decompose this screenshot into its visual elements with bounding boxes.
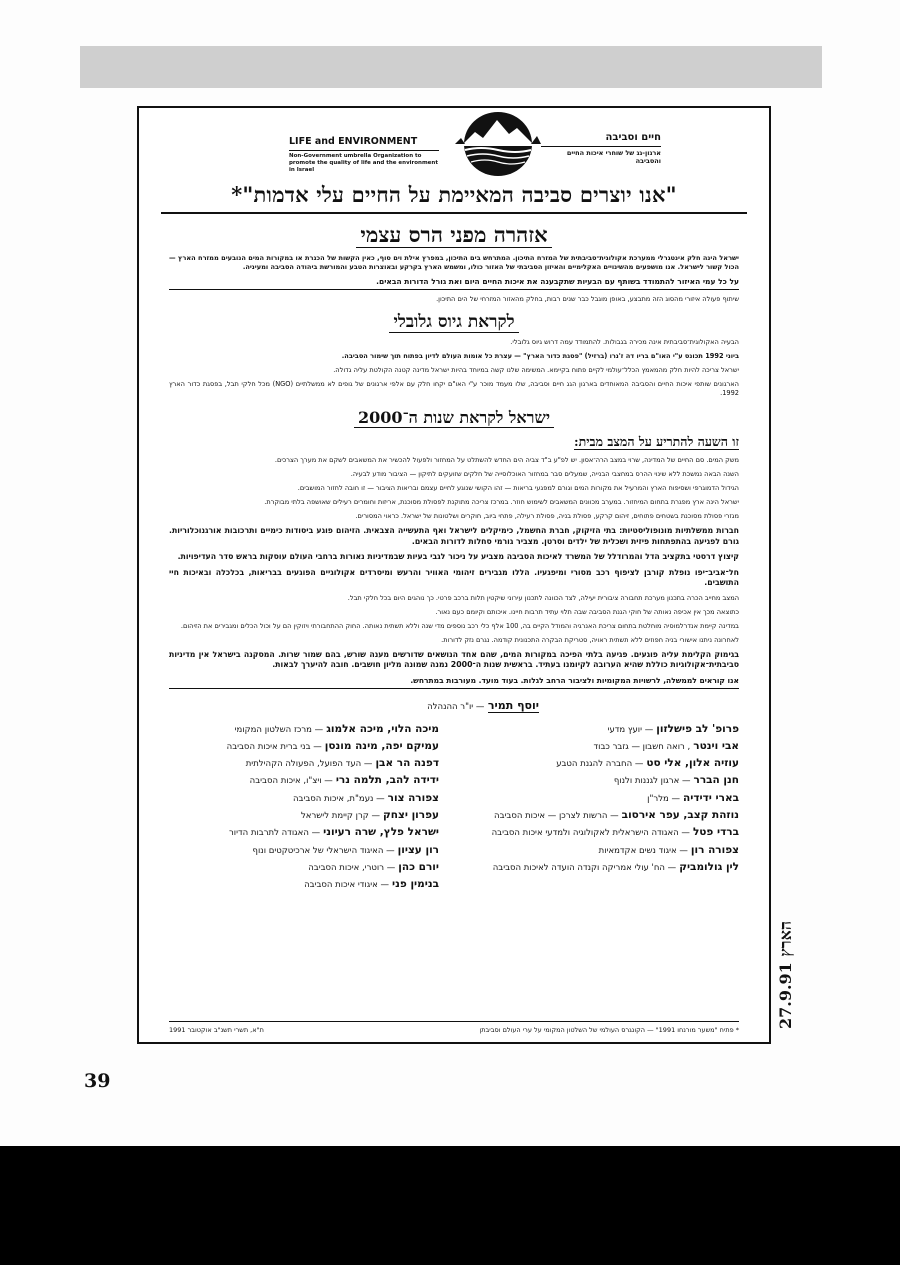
section3-title	[169, 408, 739, 428]
signatories-right-column	[492, 721, 739, 877]
newspaper-date-stamp: הארץ 27.9.91	[776, 920, 795, 1030]
section2-paragraph-2: ביוני 1992 תכונס ע"י האו"ם בריו דה ז'נרו (ברזיל) "פסגת כדור הארץ" — עצרת כל אומות העולם לדיון בפתוח תוך שימור הסביבה.	[341, 352, 739, 360]
section1-paragraph-2: על כל עמי האיזור להתמודד בשותף עם הבעיות שתקבענה את איכות החיים היום ואת גורל הדורות הבאים.	[169, 277, 739, 290]
signatory: ישראל פלץ, שרה רעיוני — האגודה לתרבות הדיור	[228, 826, 439, 839]
section1-title	[169, 222, 739, 248]
scan-header-band	[80, 46, 822, 88]
section1-title-text: אזהרה מפני הרס עצמי	[356, 222, 551, 248]
signatory: עפרון יצחק — קרן קיימת לישראל	[300, 808, 439, 821]
section3-item: קיצוץ דרסטי בתקציב הדל והמרודלל של המשרד לאיכות הסביבה מצביע על ניכור לגבי בעיות שבמדיניות נאורות ברחבי העולם עוסקות בראש סדר העדיפויות.	[177, 552, 739, 561]
mountains-sun-logo-icon	[455, 110, 541, 178]
section3-item: השנה הבאה נמשכת ללא שינוי ההרס במחצבי הבנייה, שמעלים סבר במחזור האוכלוסייה של חלקים שזועקים לתיקון — הציבור מודע לבעיה.	[350, 470, 739, 478]
signatories-left-column	[227, 721, 439, 894]
signatory: נוזהת קצב, עפר אירסוב — הרשות לצרכן — איכות הסביבה	[494, 808, 739, 821]
section3-title-text: ישראל לקראת שנות ה־2000	[354, 408, 554, 428]
section3-item: הגידול הדמוגרפי ושסיפוח הארץ והמרעיל את מקורות המים וגורם למפגעי בריאות — זהו הקושי שנוגע לחיים עצמם ובריאות הציבור — זו חובה לחזור המושבים.	[297, 484, 739, 492]
signatory: מיכה הלוי, מיכה אלמוג — מרכז השלטון המקומי	[234, 722, 439, 735]
advertisement-page	[137, 106, 771, 1044]
signatory: צפורה צור — נעמ"ת, איכות הסביבה	[292, 791, 439, 804]
section1-paragraph-3: שיתוף פעולה איזורי מהסוג הזה מתבצע, באופן מוגבל כבר שנים רבות, בחלק מהאזור המזרחי של הים התיכון.	[436, 295, 739, 303]
section3-subtitle-text: זו השעה להתריע על המצב מבית:	[574, 434, 739, 449]
footnote: * פתיח "משער מורנחו 1991" — הקונגרס העולמי של השלטון המקומי על ערי העולם וסביבתן	[479, 1026, 739, 1034]
section2-paragraph-4: הארגונים שותפי איכות החיים והסביבה המאוחדים בארגון הגג חיים וסביבה, שלו מעמד מוכר ע"י האו"ם יקחו חלק עם אלפי ארגונים של גופים לא ממשלתיים (NGO) מכל חלקי תבל, בפסגת כדור הארץ 1992.	[169, 380, 739, 397]
main-headline: "אנו יוצרים סביבה המאיימת על החיים עלי אדמות"*	[161, 182, 747, 214]
signatory: יורם כהן — רוטרי, איכות הסביבה	[308, 860, 439, 873]
signatory: דפנה הר אבן — העד הפועל, הפעולה הקהילתית	[245, 757, 439, 770]
signatories	[169, 699, 739, 894]
signatory: ידידה להב, תלמה נרי — ויצ"ו, איכות הסביבה	[249, 774, 439, 787]
signatory: עוזיה אלון, אלי סט — החברה להגנת הטבע	[556, 757, 739, 770]
organization-header	[169, 110, 739, 182]
signatory: צפורה רון — איגוד נשים אקדמאיות	[598, 843, 739, 856]
org-title-he: חיים וסביבה	[605, 132, 661, 143]
signatory: חנן הברר — ארגון לגננות ולנוף	[613, 774, 739, 787]
signatory: פרופ' לב פישלזון — יועץ מדעי	[607, 722, 739, 735]
section3-item: המצב מחייב הכרה בתכנון מערכת תחבורה ציבורית יעילה, לצד הכוונה לתכנון עירוני שיקטין תלות ברכב פרטי. כך נוהגים היום בכל חלקי תבל.	[347, 593, 739, 602]
ad-footer	[169, 1021, 739, 1034]
page-number: 39	[84, 1070, 111, 1092]
header-english	[289, 136, 439, 174]
section3-item: ישראל הינה ארץ מפגרת בתחום המיחזור. במערב מכוונים המשאבים לשימוש חוזר. במרכז צריכה מתוקנת לפסולת מסוכנת, אריזות וחומרים רעילים שאושפה בלתי מבוקרת.	[264, 498, 739, 506]
section3-item: משק המים. סם החיים של המדינה, שרוי במצב הרה־אסון. יש לפ"ע ב"ד צביה הים החדש להשתלט על המחזור ולפעול להכשיר את המשאבים לשקם את מערך הצרכים.	[274, 456, 739, 464]
section3-climate-paragraph: בגימוק הקלימת עליה פוגעים. פגיעה בלתי הפיכה במקורות המים, שהם אחד הנושאים שדורשים מענה שורש, בהם שמור שרות. המסקנה בישראל אין מדיניות סביבתית־אקולוגיות כוללת שהיא הערובה לקיומנו בעתיד. בראשית שנות ה־2000 נמנה שמונה מליון חושבים. חובה להיערך לבאות.	[169, 649, 739, 669]
section3-call-to-action: אנו קוראים לממשלה, לרשויות המקומיות ולציבור הרחב לגלות. בעוד מועד. מעורבות במתרחש.	[169, 676, 739, 689]
signatory: בנימין פני — איגודי איכות הסביבה	[304, 878, 439, 891]
section3-item: חברות ממשלתיות מונופוליסטיות: בתי הזיקוק, חברת החשמל, כימיקלים לישראל ואף התעשייה הצבאית. הזיהום פוגע ביסודות כימיים ותרכובות אורגנוכלוריות. גורם לפגיעה בהתפתחות פיזית ושכלית של ילדים וסרטן. מצביר גורמי סחלות לדורות הבאים.	[169, 526, 739, 546]
section3-subtitle	[169, 434, 739, 450]
section3-item: במדינה קיימת אנדרלמוסיה מוחלטת בתחום צריכת האנרגיה והמודל הקיים בה, 100 אלף כלי רכב נוספים מדי שנה וללא תשתית נאותה. החוק ההתחבורתי ויזוקין הם על וכול הכלים ומגבירים את הזיהום.	[180, 621, 739, 630]
signatory: רון עציון — האיגוד הישראלי של ארכיטקטים ונוף	[252, 843, 439, 856]
signatory: ברדי פטל — האגודה הישראלית לאקולוגיה ולמדעי איכות הסביבה	[491, 826, 739, 839]
section1-paragraph-1: ישראל הינה חלק אינטגרלי ממערכת אקולוגית־סביבתית של המזרח התיכון. המתרחש בים התיכון, במפרץ אילת וים סוף, כאין הקשות של הכנרת או במקורות המים הנובעים ממזרח הארץ — הכול קשור לישראל. אנו מושפעים מהשינויים האקלימיים והאיזון הסביבתי של האזור כולו, ומשמש הארץ בקרקע ובאוצרות הטבע והמורשת ביהודה הסביבה ומעיניה.	[169, 254, 739, 271]
section3-item: מגזרי פסולת מסוכנת בשטחים פתוחים, זיהום קרקע, פסולת בניה, פסולת רעילה, פתחי ביוב, חוקרים ושלטונות של ישראל. כראוי המסורים.	[355, 512, 739, 520]
publication-date: ת"א, תשרי תשנ"ב אוקטובר 1991	[169, 1026, 264, 1034]
chairman-role: — יו"ר ההנהלה	[427, 701, 485, 712]
org-subtitle-he: ארגון-גג של שוחרי איכות החיים והסביבה	[541, 146, 661, 165]
section3-item: כתוצאה מכך אין אכיפה נאותה של חוקי הגנת הסביבה שבה תלוי עתיד תרבות חיינו. איכותם וקיומם כעם נאור.	[435, 607, 739, 616]
section2-title-text: לקראת גיוס גלובלי	[389, 312, 518, 333]
signatory: בארי ידידיה — מלר"ן	[647, 791, 739, 804]
signatory: עמיקם יפה, מינה מונסן — בני ברית איכות הסביבה	[226, 739, 439, 752]
section2-paragraph-1: הבעיה האקולוגית־סביבתית אינה מכירה בגבולות. להתמודד עמה דרוש גיוס גלובלי.	[510, 338, 739, 346]
section3-item: לאחרונה ניתנו אישורי בניה חפוזים ללא תשתית ראויה, סטריקת הבקרה התכנונית קודמה. נגרם נזק לדורות.	[441, 635, 739, 644]
chairman-signature	[427, 699, 539, 712]
section2-title	[169, 312, 739, 332]
section2-paragraph-3: ישראל צריכה להיות חלק מהמאמץ הכלל־עולמי לקיים פתוח בקיימא. המשימה שלנו קשה במיוחד בהיות ישראל מדינה קטנה הקולטת עליה גדולה.	[333, 366, 739, 374]
scan-bottom-border	[0, 1146, 900, 1265]
section3-item: חל־אביב־יפו נופלת קורבן לציפוף רכב מסורי ומיפגעיו. הללו מגבירים זיהומי האוויר והרעש ומיסרדים אקולוגיים הפוגעים בבריאות, בכלכלה ובאיכות חיי התושבים.	[169, 567, 739, 587]
header-hebrew	[541, 132, 661, 165]
signatory: אבי וינטר , רואה חשבון — גזבר כבוד	[593, 739, 739, 752]
org-subtitle-en: Non-Government umbrella Organization to promote the quality of life and the environment in Israel	[289, 150, 439, 174]
org-title-en: LIFE and ENVIRONMENT	[289, 136, 418, 147]
chairman-name: יוסף תמיר	[487, 698, 539, 712]
signatory: לין גולומביק — הח' עולי אמריקה וקנדה הועדה לאיכות הסביבה	[492, 860, 739, 873]
